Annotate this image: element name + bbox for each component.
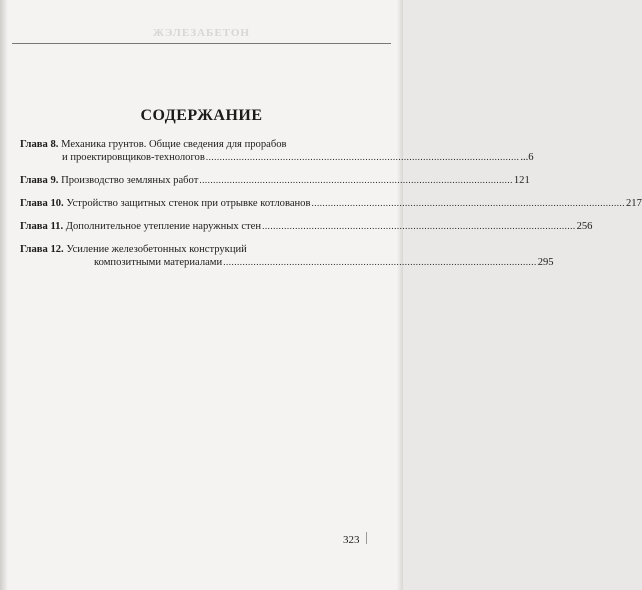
chapter-label: Глава 11. (20, 221, 64, 232)
page-reference: ...6 (520, 152, 534, 163)
page-reference: 256 (576, 221, 593, 232)
page-number: 323 (343, 534, 360, 546)
bleed-through-text: ЖЭЛЕЗАБЕТОН (153, 27, 250, 39)
toc-entry-chapter-10 (20, 197, 642, 210)
toc-entry-chapter-9 (20, 174, 530, 187)
page-edge-mark (366, 532, 367, 544)
table-of-contents (20, 138, 642, 279)
chapter-label: Глава 8. (20, 139, 59, 150)
chapter-title-line: Усиление железобетонных конструкций (66, 244, 247, 255)
chapter-title-line: и проектировщиков-технологов (62, 152, 205, 163)
chapter-title-line: Устройство защитных стенок при отрывке котлованов (66, 198, 311, 209)
chapter-title-line: композитными материалами (94, 257, 223, 268)
page-reference: 295 (537, 257, 554, 268)
toc-entry-chapter-11 (20, 220, 593, 233)
chapter-title-line: Дополнительное утепление наружных стен (65, 221, 262, 232)
page-reference: 121 (513, 175, 530, 186)
chapter-label: Глава 9. (20, 175, 59, 186)
page-title: СОДЕРЖАНИЕ (140, 107, 263, 124)
dot-leader: .................................................................................................................. (199, 175, 513, 185)
dot-leader: .................................................................................................................. (205, 152, 520, 162)
chapter-title-line: Производство земляных работ (61, 175, 199, 186)
toc-entry-chapter-12 (20, 243, 554, 269)
dot-leader: .................................................................................................................. (311, 198, 625, 208)
chapter-label: Глава 10. (20, 198, 64, 209)
chapter-title-line: Механика грунтов. Общие сведения для прорабов (61, 139, 287, 150)
toc-entry-chapter-8 (20, 138, 534, 164)
page-shadow-right (397, 0, 403, 590)
header-rule (12, 43, 391, 44)
dot-leader: .................................................................................................................. (262, 221, 576, 231)
page-shadow-left (0, 0, 8, 590)
chapter-label: Глава 12. (20, 244, 64, 255)
dot-leader: .................................................................................................................. (223, 257, 537, 267)
page-reference: 217 (626, 198, 642, 209)
